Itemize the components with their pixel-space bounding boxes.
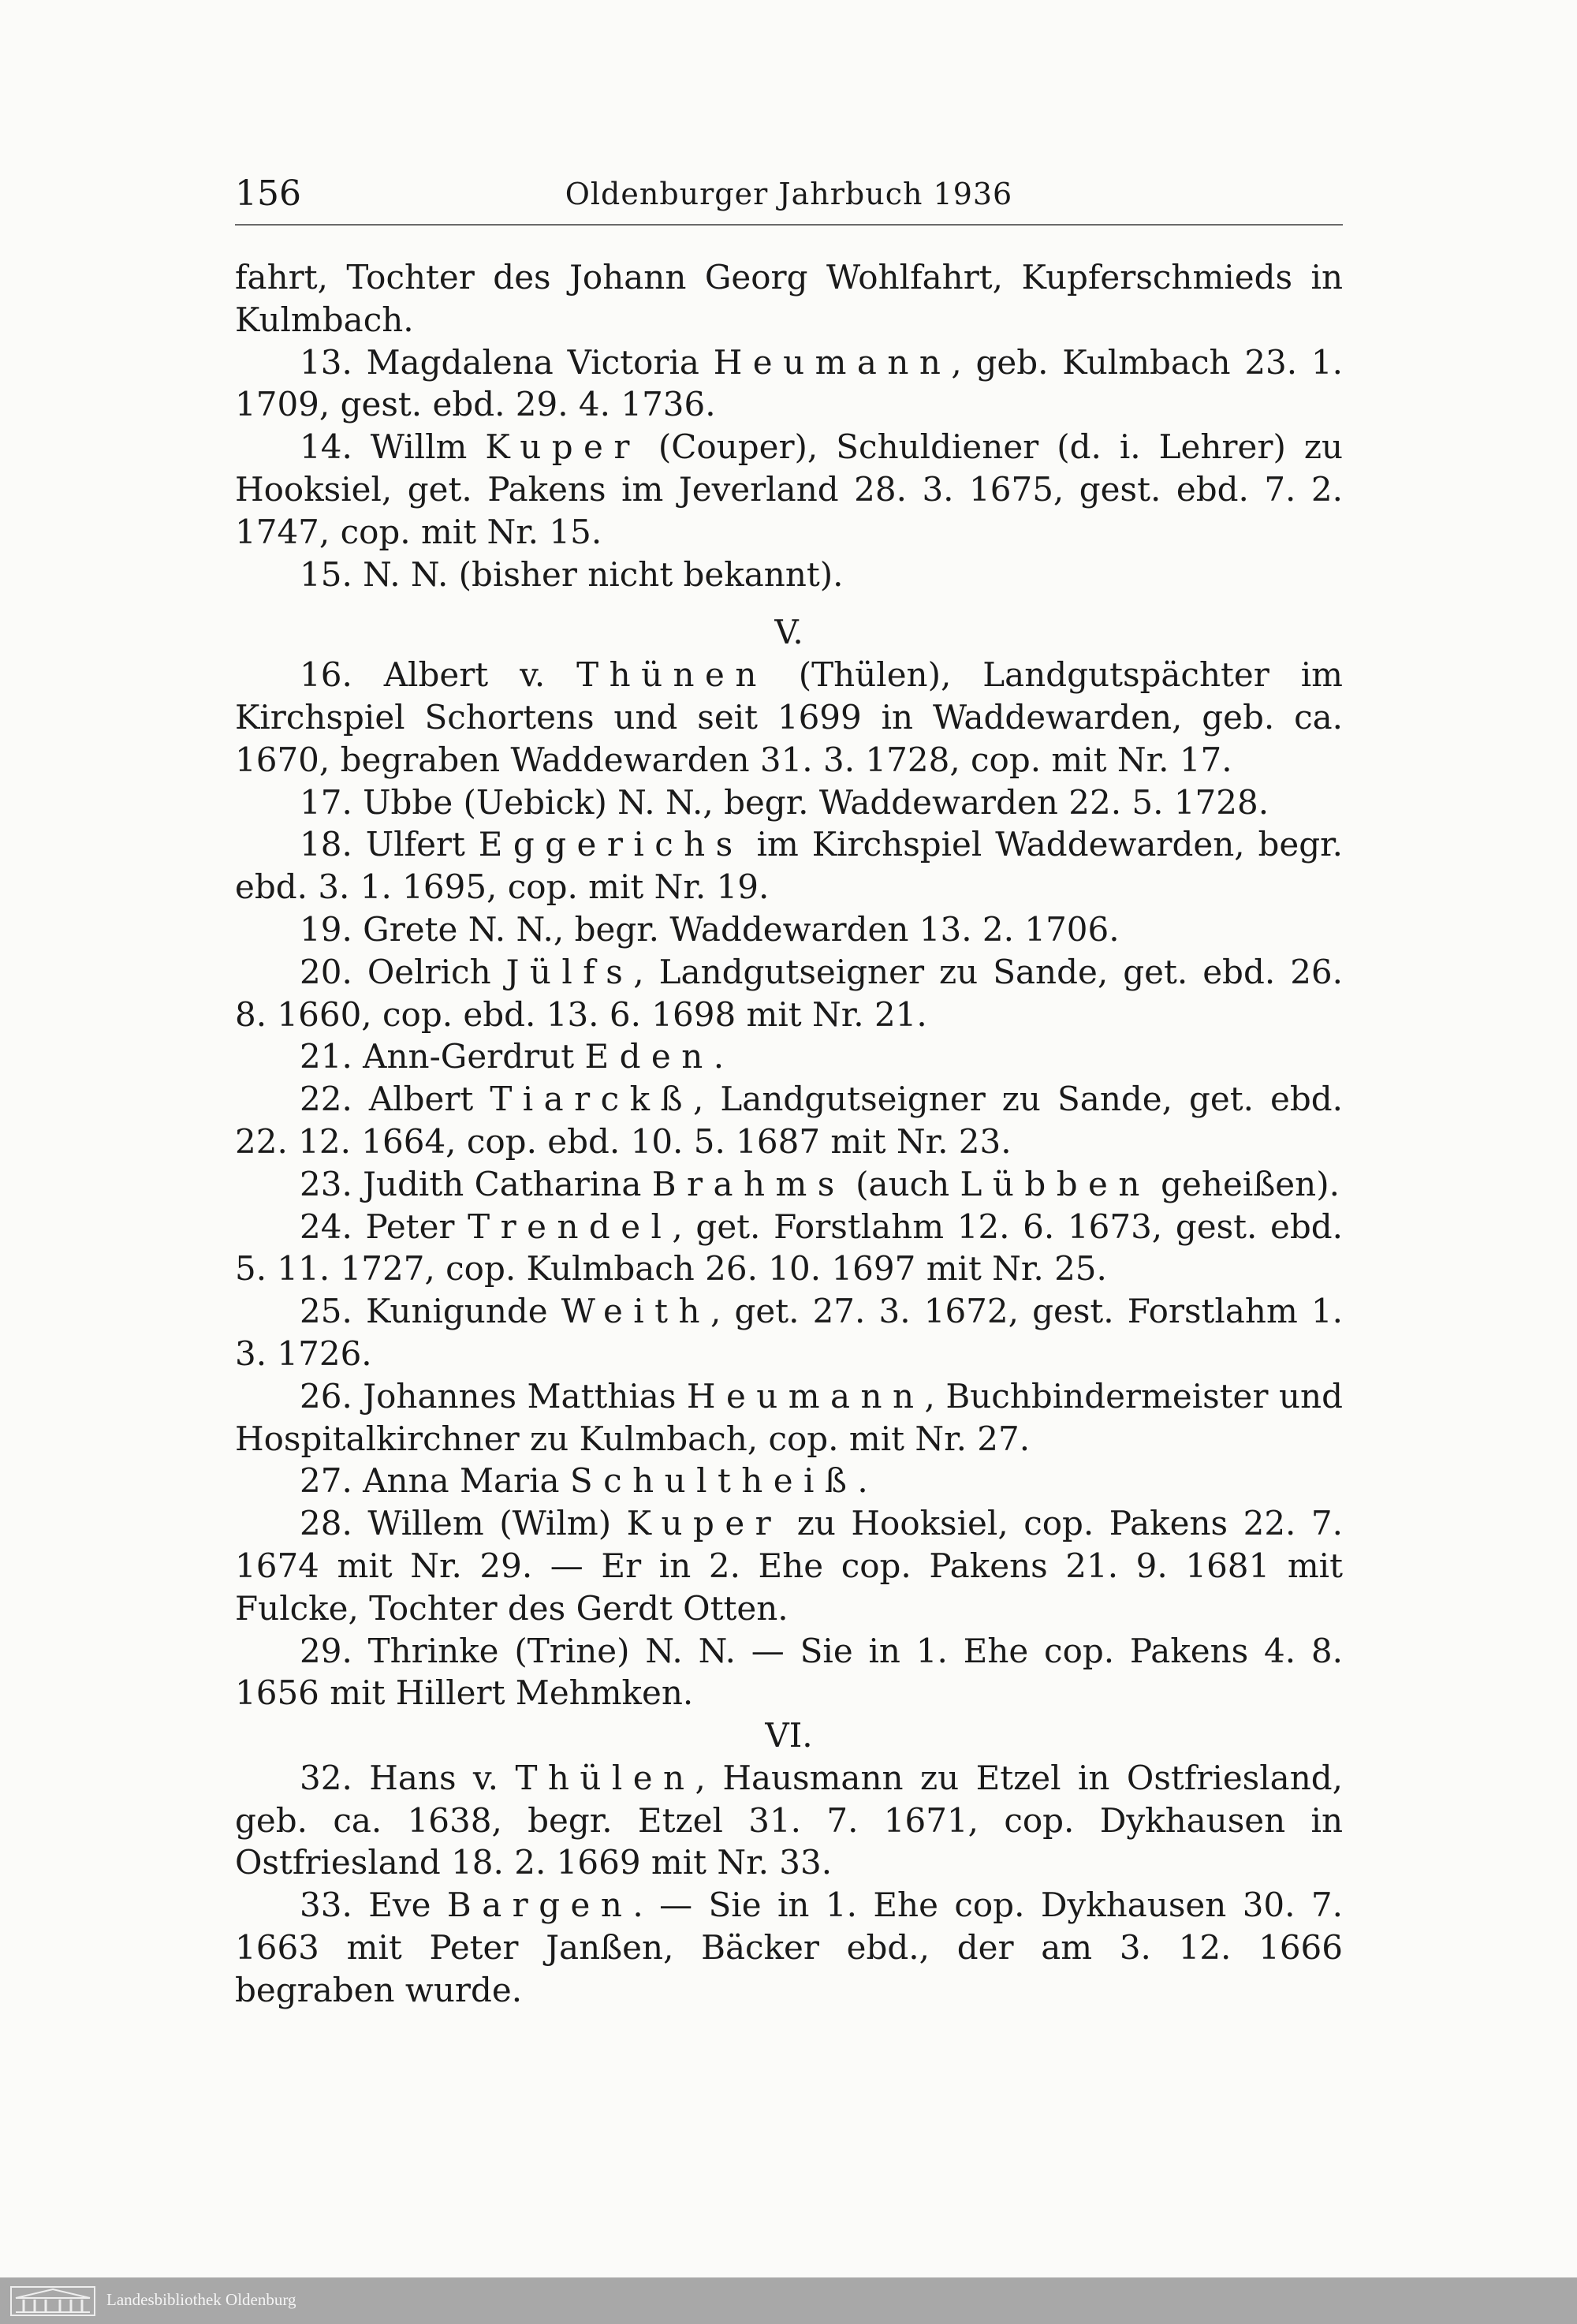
entry-16: 16. Albert v. Thünen (Thülen), Landgutspächter im Kirchspiel Schortens und seit 1699 in Waddewarden, geb. ca. 1670, begraben Waddewarden 31. 3. 1728, cop. mit Nr. 17. [235, 655, 1343, 779]
entry-33: 33. Eve Bargen. — Sie in 1. Ehe cop. Dykhausen 30. 7. 1663 mit Peter Janßen, Bäcker ebd., der am 3. 12. 1666 begraben wurde. [235, 1886, 1343, 2009]
genealogy-text [235, 256, 1343, 2012]
entry-continuation: fahrt, Tochter des Johann Georg Wohlfahrt, Kupferschmieds in Kulmbach. [235, 258, 1343, 339]
running-title: Oldenburger Jahrbuch 1936 [565, 177, 1013, 211]
library-name: Landesbibliothek Oldenburg [106, 2290, 296, 2309]
page-number: 156 [235, 173, 301, 214]
entry-22: 22. Albert Tiarckß, Landgutseigner zu Sande, get. ebd. 22. 12. 1664, cop. ebd. 10. 5. 1687 mit Nr. 23. [235, 1080, 1343, 1161]
entry-surname: Thülen [515, 1758, 695, 1797]
library-building-icon [9, 2285, 96, 2317]
entry-15: 15. N. N. (bisher nicht bekannt). [300, 554, 844, 594]
entry-18: 18. Ulfert Eggerichs im Kirchspiel Waddewarden, begr. ebd. 3. 1. 1695, cop. mit Nr. 19. [235, 825, 1343, 907]
entry-27: 27. Anna Maria Schultheiß. [300, 1461, 868, 1501]
entry-14: 14. Willm Kuper (Couper), Schuldiener (d. i. Lehrer) zu Hooksiel, get. Pakens im Jeverland 28. 3. 1675, gest. ebd. 7. 2. 1747, cop. mit Nr. 15. [235, 427, 1343, 551]
entry-20: 20. Oelrich Jülfs, Landgutseigner zu Sande, get. ebd. 26. 8. 1660, cop. ebd. 13. 6. 1698 mit Nr. 21. [235, 952, 1343, 1034]
entry-surname: Weith [561, 1292, 710, 1331]
entry-25: 25. Kunigunde Weith, get. 27. 3. 1672, gest. Forstlahm 1. 3. 1726. [235, 1292, 1343, 1373]
entry-28: 28. Willem (Wilm) Kuper zu Hooksiel, cop. Pakens 22. 7. 1674 mit Nr. 29. — Er in 2. Ehe cop. Pakens 21. 9. 1681 mit Fulcke, Tochter des Gerdt Otten. [235, 1504, 1343, 1628]
entry-surname: Eggerichs [478, 825, 744, 864]
entry-surname: Bargen [446, 1886, 633, 1925]
entry-17: 17. Ubbe (Uebick) N. N., begr. Waddewarden 22. 5. 1728. [300, 782, 1269, 822]
entry-19: 19. Grete N. N., begr. Waddewarden 13. 2. 1706. [300, 909, 1120, 949]
entry-23: 23. Judith Catharina Brahms (auch Lübben geheißen). [300, 1164, 1340, 1203]
entry-21: 21. Ann-Gerdrut Eden. [300, 1037, 725, 1076]
section-heading-vi: VI. [765, 1716, 813, 1755]
entry-surname: Heumann [686, 1376, 925, 1416]
entry-surname: Kuper [626, 1504, 782, 1543]
entry-surname: Kuper [485, 427, 640, 467]
entry-32: 32. Hans v. Thülen, Hausmann zu Etzel in Ostfriesland, geb. ca. 1638, begr. Etzel 31. 7. 1671, cop. Dykhausen in Ostfriesland 18. 2. 1669 mit Nr. 33. [235, 1758, 1343, 1882]
footer-bar [0, 2277, 1577, 2324]
entry-surname: Schultheiß [569, 1461, 858, 1501]
entry-24: 24. Peter Trendel, get. Forstlahm 12. 6. 1673, gest. ebd. 5. 11. 1727, cop. Kulmbach 26. 10. 1697 mit Nr. 25. [235, 1207, 1343, 1289]
entry-surname: Lübben [960, 1164, 1150, 1203]
entry-surname: Trendel [468, 1207, 673, 1246]
entry-surname: Brahms [651, 1164, 845, 1203]
section-heading-v: V. [774, 613, 803, 652]
entry-29: 29. Thrinke (Trine) N. N. — Sie in 1. Ehe cop. Pakens 4. 8. 1656 mit Hillert Mehmken. [235, 1631, 1343, 1713]
entry-26: 26. Johannes Matthias Heumann, Buchbindermeister und Hospitalkirchner zu Kulmbach, cop. mit Nr. 27. [235, 1376, 1343, 1458]
entry-surname: Eden [584, 1037, 714, 1076]
page-header [235, 167, 1343, 226]
entry-surname: Jülfs [505, 952, 634, 991]
entry-surname: Heumann [713, 342, 952, 382]
entry-13: 13. Magdalena Victoria Heumann, geb. Kulmbach 23. 1. 1709, gest. ebd. 29. 4. 1736. [235, 342, 1344, 424]
entry-surname: Tiarckß [490, 1080, 693, 1119]
entry-surname: Thünen [576, 655, 767, 695]
